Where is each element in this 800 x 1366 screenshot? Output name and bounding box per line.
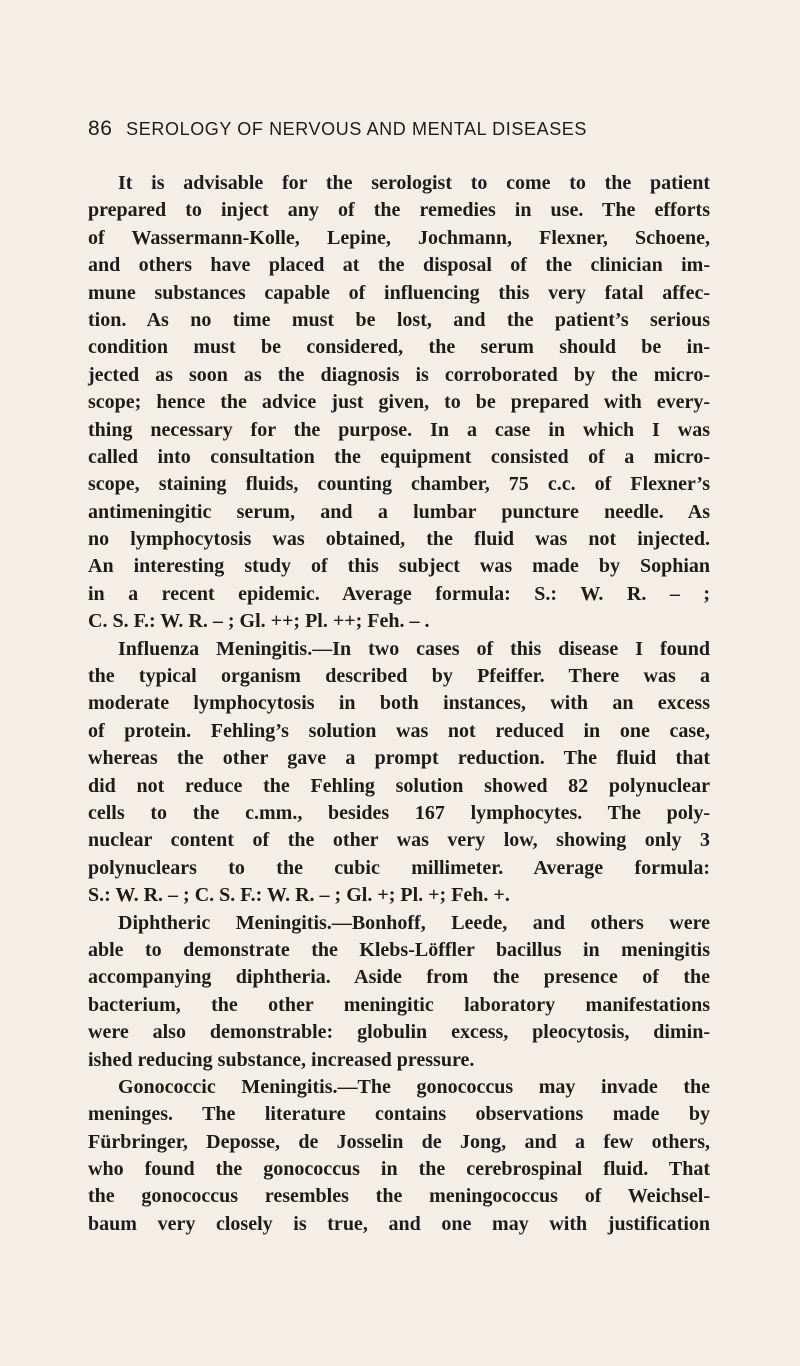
text-line: were also demonstrable: globulin excess, pleocytosis, dimin- <box>88 1021 710 1044</box>
text-line: called into consultation the equipment consisted of a micro- <box>88 445 710 468</box>
text-line: ished reducing substance, increased pressure. <box>88 1048 475 1071</box>
text-line: tion. As no time must be lost, and the patient’s serious <box>88 308 710 331</box>
running-title: SEROLOGY OF NERVOUS AND MENTAL DISEASES <box>126 119 588 139</box>
text-line: and others have placed at the disposal of the clinician im- <box>88 254 710 277</box>
text-line: scope; hence the advice just given, to be prepared with every- <box>88 391 710 414</box>
text-line: An interesting study of this subject was made by Sophian <box>88 555 710 578</box>
text-line: bacterium, the other meningitic laboratory manifestations <box>88 993 710 1016</box>
text-line: It is advisable for the serologist to come to the patient <box>118 172 710 194</box>
body-text <box>88 170 710 1238</box>
section-first-line <box>88 1074 710 1101</box>
text-line: prepared to inject any of the remedies in use. The efforts <box>88 199 710 222</box>
text-line: moderate lymphocytosis in both instances, with an excess <box>88 692 710 715</box>
text-fragment: —Bonhoff, Leede, and others were <box>331 911 710 934</box>
text-line: of Wassermann-Kolle, Lepine, Jochmann, Flexner, Schoene, <box>88 226 710 249</box>
section-heading-diphtheric: Diphtheric Meningitis. <box>118 911 332 934</box>
text-line: jected as soon as the diagnosis is corroborated by the micro- <box>88 363 710 386</box>
running-head <box>88 117 708 141</box>
text-line: meninges. The literature contains observations made by <box>88 1103 710 1126</box>
text-fragment: —In two cases of this disease I found <box>312 637 710 660</box>
text-line: in a recent epidemic. Average formula: S.: W. R. – ; <box>88 582 710 605</box>
text-line: no lymphocytosis was obtained, the fluid was not injected. <box>88 528 710 551</box>
text-line: did not reduce the Fehling solution showed 82 polynuclear <box>88 774 710 797</box>
section-first-line <box>88 910 710 937</box>
text-line: S.: W. R. – ; C. S. F.: W. R. – ; Gl. +; Pl. +; Feh. +. <box>88 884 510 907</box>
text-line: accompanying diphtheria. Aside from the presence of the <box>88 966 710 989</box>
section-heading-gonococcic: Gonococcic Meningitis. <box>118 1075 338 1098</box>
text-fragment: —The gonococcus may invade the <box>337 1075 711 1098</box>
section-first-line <box>88 636 710 663</box>
text-line: baum very closely is true, and one may with justification <box>88 1212 710 1235</box>
text-line: antimeningitic serum, and a lumbar puncture needle. As <box>88 500 710 523</box>
text-line: thing necessary for the purpose. In a case in which I was <box>88 418 710 441</box>
text-line: C. S. F.: W. R. – ; Gl. ++; Pl. ++; Feh. – . <box>88 610 430 633</box>
text-line: whereas the other gave a prompt reduction. The fluid that <box>88 747 710 770</box>
text-line: nuclear content of the other was very low, showing only 3 <box>88 829 710 852</box>
text-line: the gonococcus resembles the meningococcus of Weichsel- <box>88 1185 710 1208</box>
text-line: polynuclears to the cubic millimeter. Average formula: <box>88 856 710 879</box>
text-line: able to demonstrate the Klebs-Löffler bacillus in meningitis <box>88 938 710 961</box>
text-line: of protein. Fehling’s solution was not reduced in one case, <box>88 719 710 742</box>
text-line: mune substances capable of influencing this very fatal affec- <box>88 281 710 304</box>
text-line: scope, staining fluids, counting chamber, 75 c.c. of Flexner’s <box>88 473 710 496</box>
text-line: cells to the c.mm., besides 167 lymphocytes. The poly- <box>88 801 710 824</box>
text-line: the typical organism described by Pfeiffer. There was a <box>88 665 710 688</box>
text-line: condition must be considered, the serum should be in- <box>88 336 710 359</box>
page-number: 86 <box>88 117 113 140</box>
section-heading-influenza: Influenza Meningitis. <box>118 637 313 660</box>
text-line: Fürbringer, Deposse, de Josselin de Jong, and a few others, <box>88 1130 710 1153</box>
text-line: who found the gonococcus in the cerebrospinal fluid. That <box>88 1158 710 1181</box>
